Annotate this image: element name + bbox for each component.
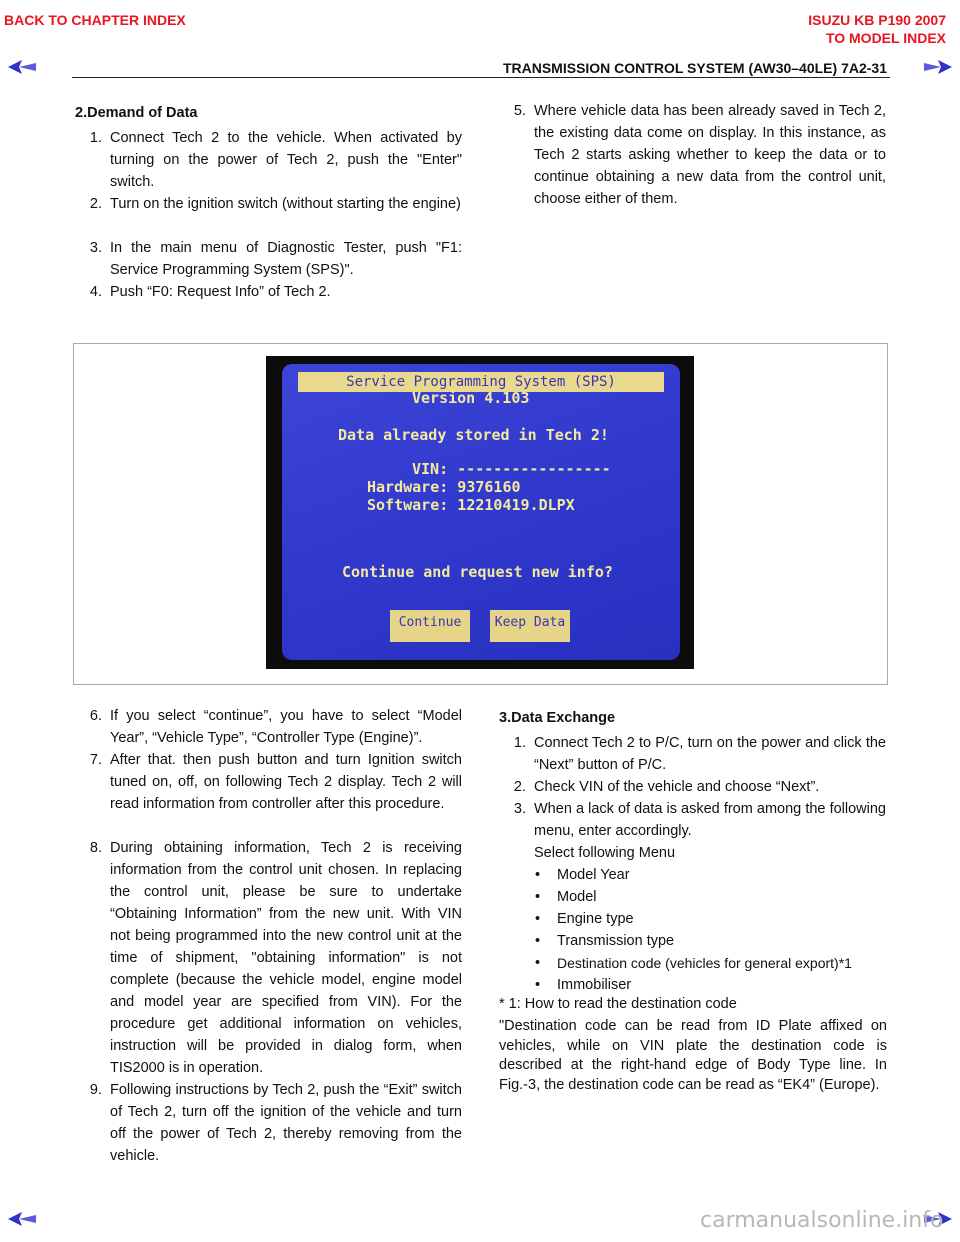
item-number: 7. [89, 752, 102, 768]
item-text: In the main menu of Diagnostic Tester, push "F1: Service Programming System (SPS)". [110, 240, 462, 278]
display-version: Version 4.103 [412, 389, 530, 407]
bullet-text: Engine type [557, 911, 634, 927]
bullet-text: Transmission type [557, 933, 675, 949]
previous-page-arrow-icon[interactable] [8, 60, 36, 74]
back-to-chapter-index-link[interactable]: BACK TO CHAPTER INDEX [4, 12, 186, 28]
list-item [80, 705, 462, 749]
list-item [535, 908, 887, 930]
header-rule [72, 77, 890, 78]
list-item [504, 732, 886, 776]
item-number: 1. [513, 735, 526, 751]
tech2-screen-photo [266, 356, 694, 669]
section-3-title: 3.Data Exchange [499, 710, 616, 726]
item-number: 8. [89, 840, 102, 856]
keep-data-softkey: Keep Data [490, 610, 570, 642]
page-header-title: TRANSMISSION CONTROL SYSTEM (AW30–40LE) 7A2-31 [502, 60, 887, 76]
list-item [535, 864, 887, 886]
item-text: Connect Tech 2 to the vehicle. When activated by turning on the power of Tech 2, push the "Enter" switch. [110, 130, 462, 190]
bullet-text: Model Year [557, 867, 630, 883]
list-item [535, 974, 887, 996]
item-text: After that. then push button and turn Ignition switch tuned on, off, on following Tech 2 display. Tech 2 will read information from controller after this procedure. [110, 752, 462, 812]
list-item [80, 837, 462, 1079]
list-item [80, 237, 462, 281]
previous-page-arrow-icon[interactable] [8, 1212, 36, 1226]
item-number: 2. [89, 196, 102, 212]
tech2-display [282, 364, 680, 660]
bullet-text: Immobiliser [557, 977, 632, 993]
bullet-icon: • [535, 977, 541, 993]
list-item [504, 100, 886, 210]
item-text: When a lack of data is asked from among the following menu, enter accordingly. [534, 801, 886, 839]
item-number: 5. [513, 103, 526, 119]
bullet-icon: • [535, 867, 541, 883]
item-number: 3. [89, 240, 102, 256]
list-item [80, 1079, 462, 1167]
watermark-text: carmanualsonline.info [700, 1208, 944, 1233]
display-question: Continue and request new info? [342, 563, 613, 581]
item-text: Where vehicle data has been already saved in Tech 2, the existing data come on display. In this instance, as Tech 2 starts asking whether to keep the data or to continue obtaining a new data from the control unit, choose either of them. [534, 103, 886, 207]
item-text: Check VIN of the vehicle and choose “Next”. [534, 779, 820, 795]
item-number: 9. [89, 1082, 102, 1098]
item-number: 2. [513, 779, 526, 795]
continue-softkey: Continue [390, 610, 470, 642]
item-text: Turn on the ignition switch (without starting the engine) [110, 196, 461, 212]
list-item [80, 127, 462, 193]
section-2-title: 2.Demand of Data [75, 105, 198, 121]
list-item [80, 749, 462, 837]
bullet-text: Model [557, 889, 597, 905]
bullet-text: Destination code (vehicles for general export)*1 [557, 955, 852, 971]
list-item [535, 886, 887, 908]
to-model-index-link[interactable]: TO MODEL INDEX [825, 30, 946, 46]
display-software-line: Software: 12210419.DLPX [367, 496, 575, 514]
item-number: 4. [89, 284, 102, 300]
item-text: Following instructions by Tech 2, push the “Exit” switch of Tech 2, turn off the ignition of the vehicle and turn off the power of Tech 2, thereby removing from the vehicle. [110, 1082, 462, 1164]
item-text: Push “F0: Request Info” of Tech 2. [110, 284, 331, 300]
item-number: 3. [513, 801, 526, 817]
model-title-link[interactable]: ISUZU KB P190 2007 [808, 12, 946, 28]
display-title-bar: Service Programming System (SPS) [298, 372, 664, 392]
list-item [535, 930, 887, 952]
item-text: If you select “continue”, you have to select “Model Year”, “Vehicle Type”, “Controller Type (Engine)”. [110, 708, 462, 746]
footnote-title: * 1: How to read the destination code [499, 996, 737, 1012]
bullet-icon: • [535, 889, 541, 905]
list-item [504, 798, 886, 842]
menu-label: Select following Menu [534, 845, 676, 861]
bullet-icon: • [535, 955, 541, 971]
footnote-text: "Destination code can be read from ID Plate affixed on vehicles, while on VIN plate the destination code is described at the right-hand edge of Body Type line. In Fig.-3, the destination code can be read as “EK4” (Europe). [499, 1018, 887, 1093]
display-hardware-line: Hardware: 9376160 [367, 478, 521, 496]
list-item [535, 952, 887, 974]
item-number: 1. [89, 130, 102, 146]
display-vin-line: VIN: ----------------- [412, 460, 611, 478]
item-text: During obtaining information, Tech 2 is receiving information from the control unit chosen. In replacing the control unit, please be sure to undertake “Obtaining Information” from the new unit. With VIN not being programmed into the new control unit at the time of shipment, "obtaining information" is not complete (because the vehicle model, engine model and model year are specified from VIN). For the procedure get additional information on vehicles, instruction will be provided in dialog form, when TIS2000 is in operation. [110, 840, 462, 1076]
display-stored-message: Data already stored in Tech 2! [338, 426, 609, 444]
item-text: Connect Tech 2 to P/C, turn on the power and click the “Next” button of P/C. [534, 735, 886, 773]
list-item [80, 281, 462, 303]
list-item [80, 193, 462, 237]
bullet-icon: • [535, 911, 541, 927]
bullet-icon: • [535, 933, 541, 949]
list-item [504, 776, 886, 798]
next-page-arrow-icon[interactable] [924, 60, 952, 74]
item-number: 6. [89, 708, 102, 724]
